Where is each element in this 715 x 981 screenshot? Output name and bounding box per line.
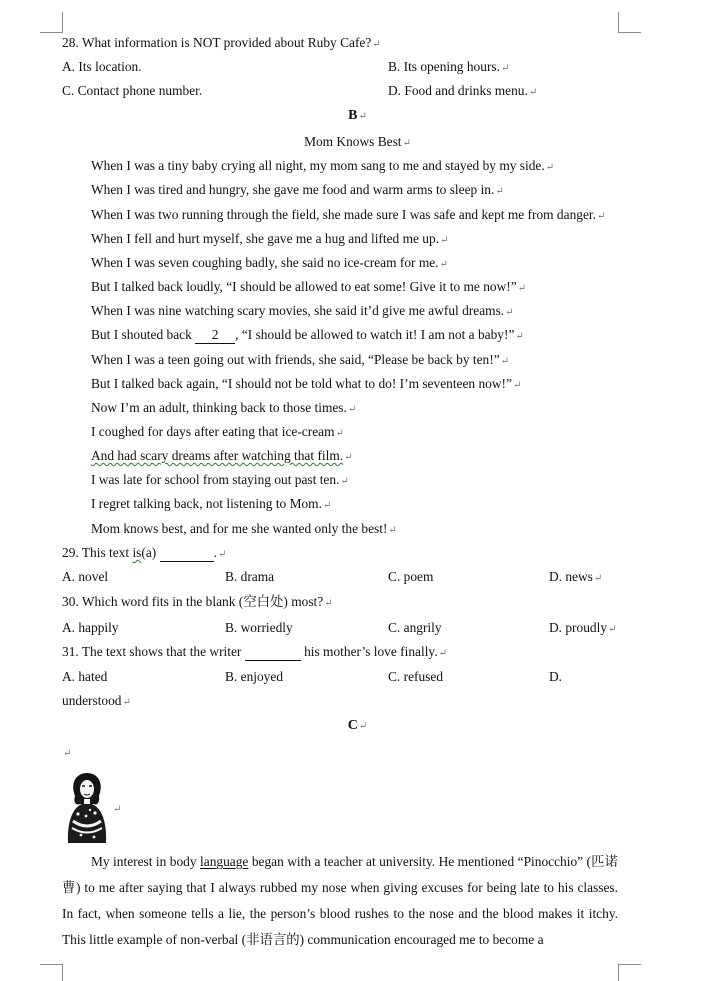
poem-line: I was late for school from staying out past ten.↵	[91, 472, 349, 487]
q29-option-d: D. news↵	[549, 569, 603, 584]
section-b-label: B↵	[348, 108, 367, 123]
poem-line: But I talked back loudly, “I should be allowed to eat some! Give it to me now!”↵	[91, 279, 527, 294]
q28-option-b: B. Its opening hours.↵	[388, 59, 510, 74]
poem-line: When I was tired and hungry, she gave me food and warm arms to sleep in.↵	[91, 182, 504, 197]
q31-option-b: B. enjoyed	[225, 669, 284, 684]
empty-paragraph: ↵	[63, 748, 72, 759]
image-paragraph-mark: ↵	[113, 804, 122, 815]
q28-option-c: C. Contact phone number.	[62, 83, 203, 98]
q30-option-a: A. happily	[62, 620, 119, 635]
corner-mark-bottom-left	[40, 964, 63, 981]
blank-2: 2	[195, 327, 235, 344]
answer-blank	[245, 644, 301, 661]
poem-line: And had scary dreams after watching that film.↵	[91, 448, 353, 463]
question-29: 29. This text is(a) .↵	[62, 545, 227, 560]
poem-line: When I was two running through the field, she made sure I was safe and kept me from danger.↵	[91, 207, 606, 222]
poem-line: But I talked back again, “I should not be told what to do! I’m seventeen now!”↵	[91, 376, 522, 391]
q30-option-d: D. proudly↵	[549, 620, 617, 635]
poem-line: When I was nine watching scary movies, she said it’d give me awful dreams.↵	[91, 303, 514, 318]
q31-option-c: C. refused	[388, 669, 444, 684]
q29-option-a: A. novel	[62, 569, 109, 584]
answer-blank	[160, 545, 214, 562]
q28-option-d: D. Food and drinks menu.↵	[388, 83, 538, 98]
q29-option-b: B. drama	[225, 569, 275, 584]
corner-mark-top-left	[40, 12, 63, 33]
q30-option-b: B. worriedly	[225, 620, 293, 635]
section-c-paragraph: My interest in body language began with a teacher at university. He mentioned “Pinocchio” (匹诺曹) to me after saying that I always rubbed my nose when giving excuses for being late to his classes. In fact, when someone tells a lie, the person’s blood rushes to the nose and the blood makes it itchy. This little example of non-verbal (非语言的) communication encouraged me to become a	[62, 854, 618, 947]
section-c-label: C↵	[347, 718, 368, 733]
poem-line: I coughed for days after eating that ice-cream↵	[91, 424, 344, 439]
poem-line: When I was seven coughing badly, she said no ice-cream for me.↵	[91, 255, 448, 270]
poem-line: When I was a teen going out with friends, she said, “Please be back by ten!”↵	[91, 352, 510, 367]
poem-title: Mom Knows Best↵	[304, 134, 411, 149]
poem-line: When I fell and hurt myself, she gave me a hug and lifted me up.↵	[91, 231, 449, 246]
q31-option-a: A. hated	[62, 669, 108, 684]
woman-illustration	[64, 771, 110, 845]
question-30: 30. Which word fits in the blank (空白处) most?↵	[62, 594, 333, 609]
q28-option-a: A. Its location.	[62, 59, 142, 74]
poem-line-with-blank: But I shouted back 2 , “I should be allowed to watch it! I am not a baby!”↵	[91, 327, 524, 342]
question-28: 28. What information is NOT provided about Ruby Cafe?↵	[62, 35, 381, 50]
q31-option-d: D.	[549, 669, 563, 684]
poem-line: Now I’m an adult, thinking back to those times.↵	[91, 400, 357, 415]
corner-mark-bottom-right	[618, 964, 641, 981]
poem-line: I regret talking back, not listening to Mom.↵	[91, 496, 332, 511]
corner-mark-top-right	[618, 12, 641, 33]
q30-option-c: C. angrily	[388, 620, 442, 635]
paragraph-mark: ↵	[372, 39, 381, 50]
poem-line: When I was a tiny baby crying all night, my mom sang to me and stayed by my side.↵	[91, 158, 555, 173]
q29-option-c: C. poem	[388, 569, 434, 584]
poem-line: Mom knows best, and for me she wanted only the best!↵	[91, 521, 397, 536]
question-31: 31. The text shows that the writer his mother’s love finally.↵	[62, 644, 447, 659]
q31-option-d-wrap: understood↵	[62, 693, 131, 708]
